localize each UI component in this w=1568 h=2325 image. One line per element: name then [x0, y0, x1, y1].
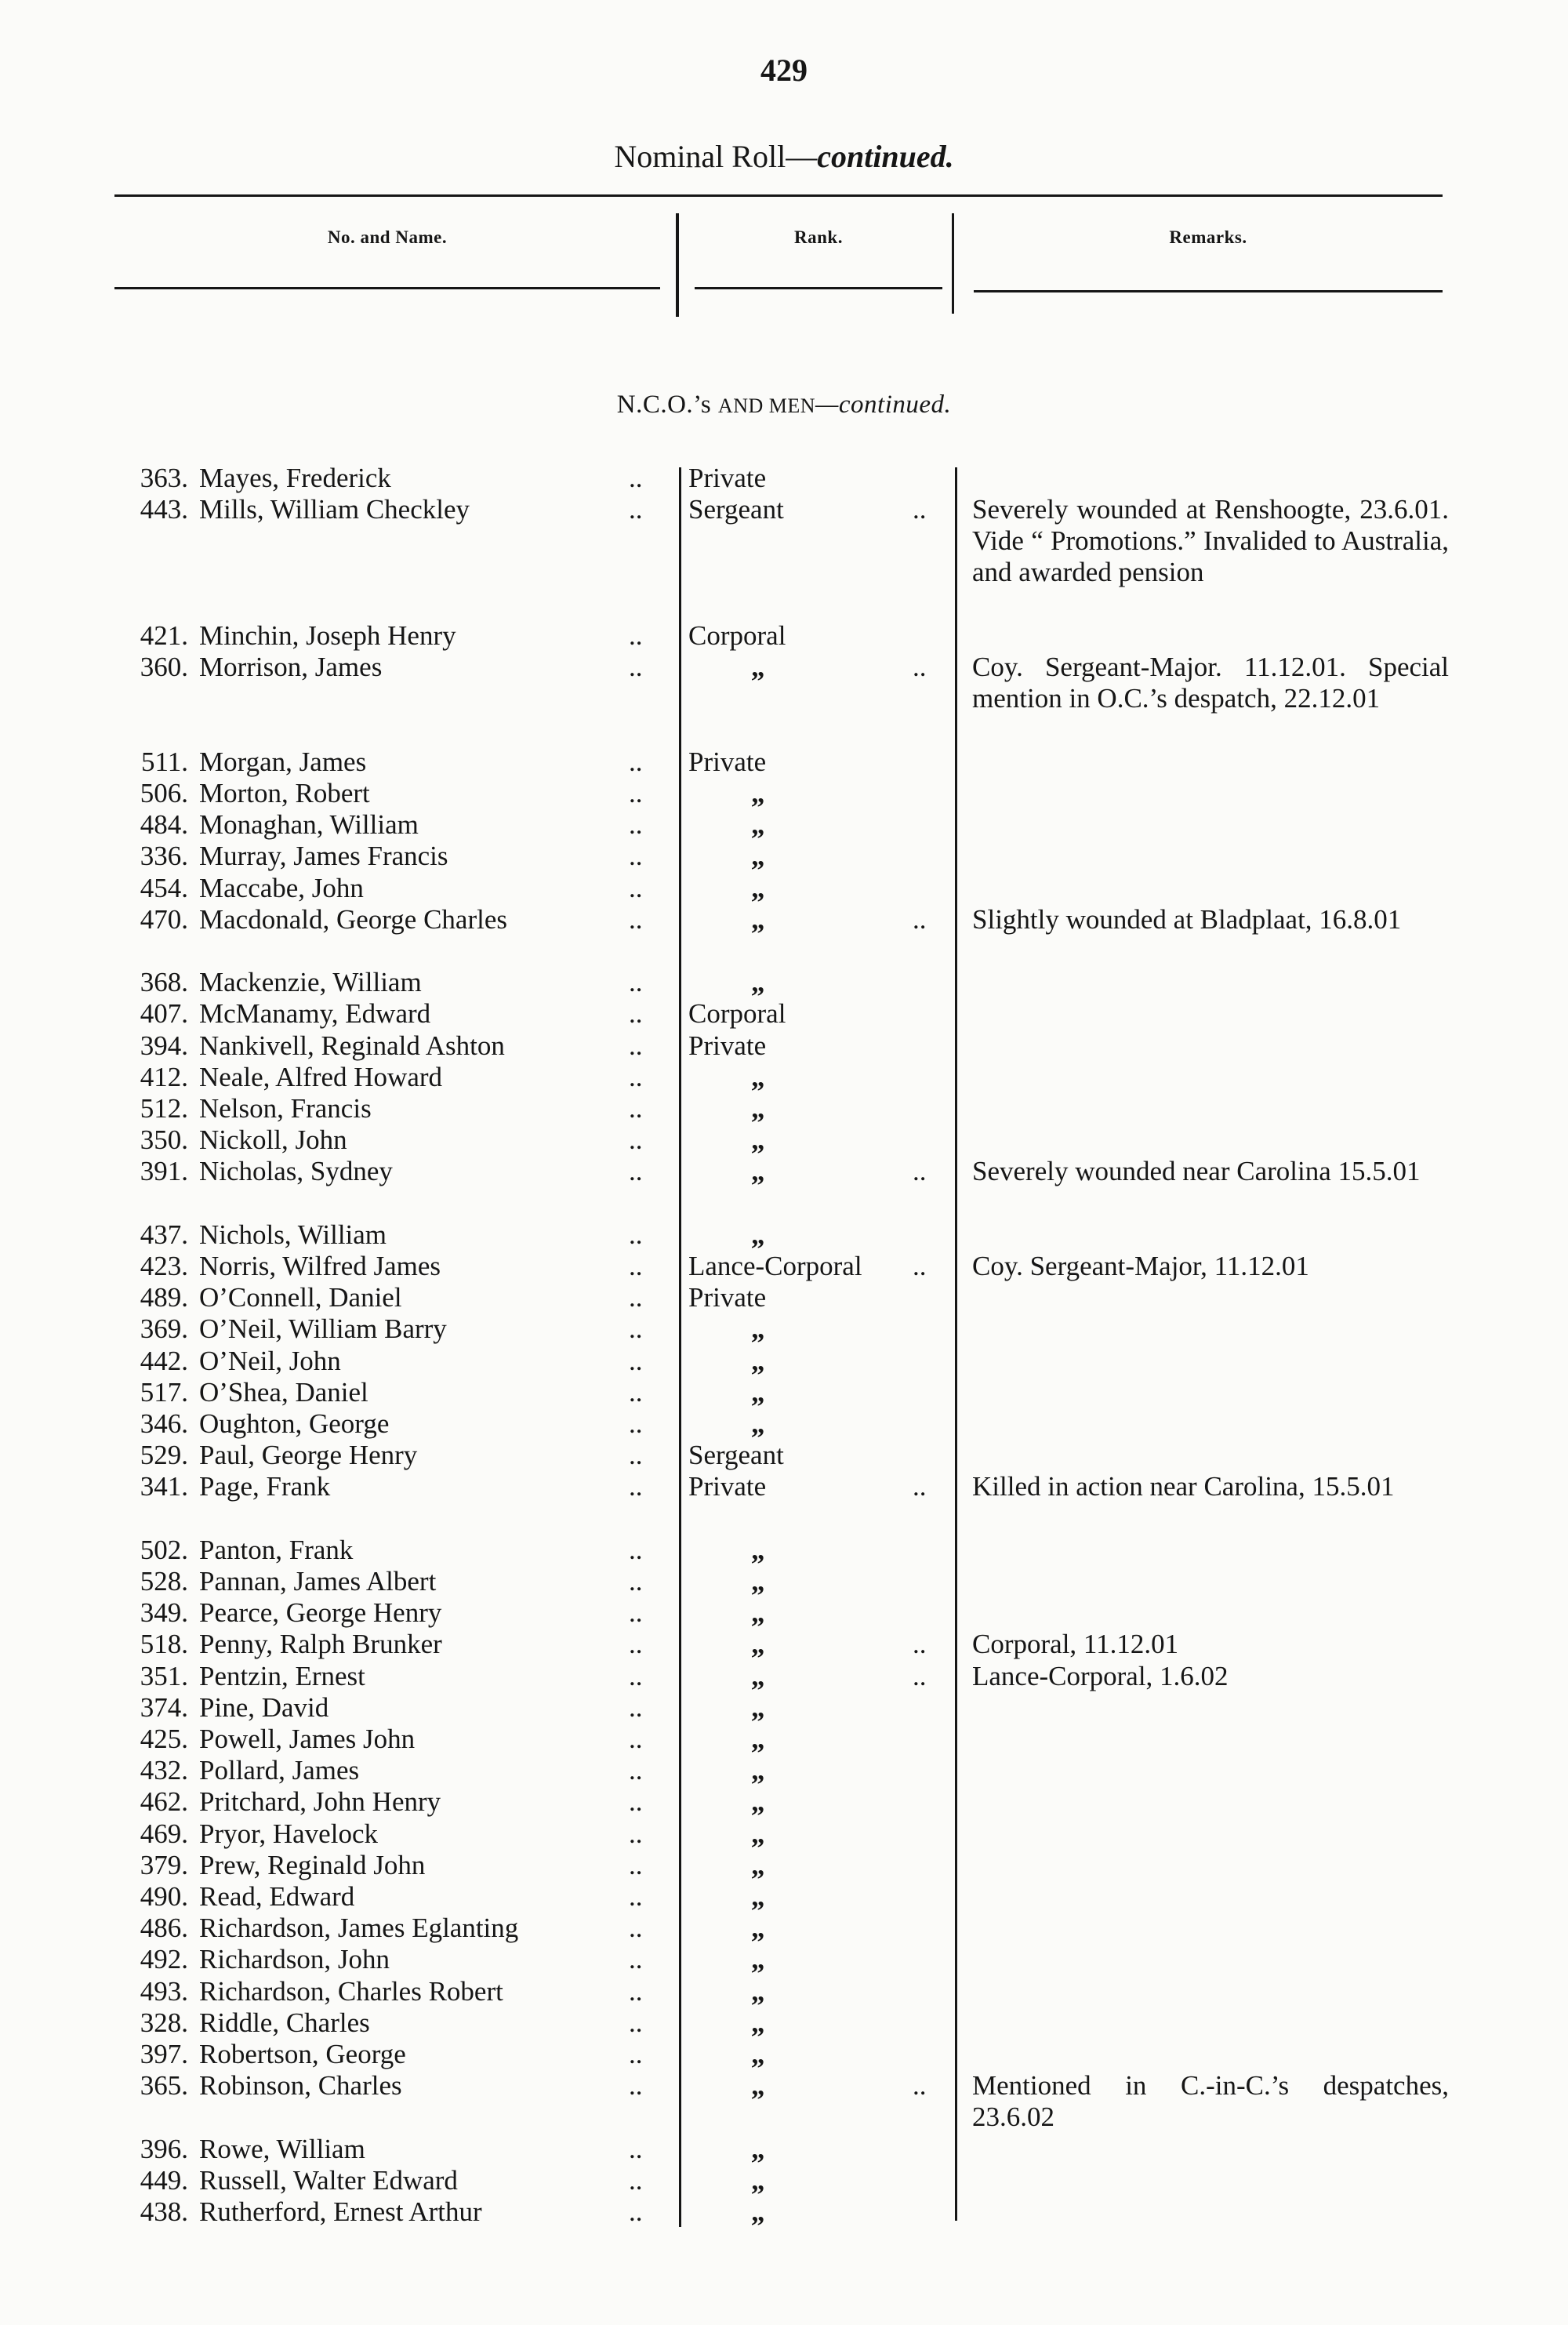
leader-dots: .. [629, 2039, 643, 2069]
leader-dots: .. [629, 2070, 643, 2102]
roll-entry [0, 1124, 1568, 1156]
roll-entry [0, 1724, 1568, 1755]
entry-name: Pritchard, John Henry [199, 1786, 441, 1818]
roll-entry [0, 841, 1568, 872]
header-bottom-rule-rank [695, 287, 942, 289]
leader-dots: .. [629, 1376, 643, 1408]
leader-dots: .. [629, 1566, 643, 1597]
roll-entry [0, 809, 1568, 841]
entry-number: 328. [140, 2007, 188, 2038]
roll-entry [0, 494, 1568, 588]
leader-dots: .. [629, 1755, 643, 1786]
page-title [0, 138, 1568, 175]
entry-rank: Sergeant [688, 494, 784, 525]
leader-dots: .. [629, 494, 643, 525]
entry-number: 443. [140, 494, 188, 525]
leader-dots: .. [629, 998, 643, 1030]
entry-name: O’Neil, William Barry [199, 1313, 447, 1345]
entry-name: Richardson, John [199, 1944, 390, 1975]
entry-rank: „ [751, 1313, 765, 1345]
leader-dots: .. [629, 1944, 643, 1975]
entry-name: Minchin, Joseph Henry [199, 620, 456, 651]
entry-number: 351. [140, 1660, 188, 1691]
entry-number: 349. [140, 1597, 188, 1629]
roll-entry [0, 1030, 1568, 1062]
page-title-main: Nominal Roll— [614, 139, 818, 174]
entry-number: 438. [140, 2196, 188, 2227]
entry-rank: „ [751, 1913, 765, 1944]
entry-name: Maccabe, John [199, 872, 364, 903]
entry-rank: Private [688, 1282, 767, 1313]
entry-number: 423. [140, 1251, 188, 1281]
header-divider-2 [952, 213, 954, 314]
entry-name: Nelson, Francis [199, 1093, 372, 1124]
entry-rank: „ [751, 1629, 765, 1660]
entry-rank: „ [751, 1944, 765, 1975]
entry-number: 511. [141, 746, 188, 777]
entry-name: Penny, Ralph Brunker [199, 1629, 442, 1660]
leader-dots: .. [629, 2164, 643, 2196]
entry-number: 470. [140, 903, 188, 935]
entry-number: 421. [140, 620, 188, 651]
leader-dots: .. [629, 2196, 643, 2227]
entry-rank: Private [688, 746, 767, 777]
entry-name: McManamy, Edward [199, 998, 431, 1030]
entry-rank: „ [751, 1660, 765, 1691]
entry-number: 493. [140, 1975, 188, 2007]
entry-rank: „ [751, 1975, 765, 2007]
entry-rank: „ [751, 1376, 765, 1408]
section-suffix: —continued. [815, 391, 952, 419]
section-and-men: AND MEN [717, 394, 816, 417]
entry-rank: „ [751, 1818, 765, 1849]
entry-rank: „ [751, 2007, 765, 2038]
entry-name: O’Shea, Daniel [199, 1376, 368, 1408]
entry-remarks: Mentioned in C.-in-C.’s despatches, 23.6.02 [972, 2070, 1449, 2133]
roll-entry [0, 1976, 1568, 2007]
leader-dots: .. [629, 1660, 643, 1691]
entry-rank: „ [751, 1093, 765, 1124]
entry-name: Robertson, George [199, 2039, 406, 2069]
roll-entry [0, 967, 1568, 998]
entry-rank: „ [751, 1061, 765, 1092]
roll-entry [0, 1313, 1568, 1345]
entry-rank: Lance-Corporal [688, 1251, 862, 1281]
entry-name: Pearce, George Henry [199, 1597, 442, 1629]
header-top-rule [114, 194, 1443, 197]
entry-number: 346. [140, 1408, 188, 1439]
entry-rank: „ [751, 1156, 765, 1187]
entry-rank: „ [751, 2196, 765, 2227]
leader-dots: .. [629, 1440, 643, 1471]
column-header-rank: Rank. [794, 227, 843, 247]
leader-dots: .. [629, 1124, 643, 1156]
leader-dots: .. [629, 903, 643, 935]
entry-remarks: Severely wounded near Carolina 15.5.01 [972, 1156, 1421, 1187]
entry-number: 484. [140, 809, 188, 841]
roll-entry [0, 2039, 1568, 2070]
roll-entry [0, 1251, 1568, 1282]
leader-dots: .. [629, 967, 643, 998]
entry-name: Riddle, Charles [199, 2007, 370, 2038]
roll-entry [0, 2196, 1568, 2228]
entry-rank: „ [751, 809, 765, 841]
roll-entry [0, 1471, 1568, 1502]
roll-entry [0, 1881, 1568, 1913]
entry-number: 512. [140, 1093, 188, 1124]
header-bottom-rule-name [114, 287, 660, 289]
leader-dots: .. [629, 1093, 643, 1124]
leader-dots: .. [629, 746, 643, 777]
entry-rank: „ [751, 2070, 765, 2102]
leader-dots: .. [629, 809, 643, 841]
entry-number: 368. [140, 967, 188, 998]
entry-number: 492. [140, 1944, 188, 1975]
entry-name: Mayes, Frederick [199, 463, 391, 493]
entry-name: Mills, William Checkley [199, 494, 470, 525]
entry-number: 341. [140, 1471, 188, 1502]
entry-number: 360. [140, 652, 188, 683]
entry-name: Pentzin, Ernest [199, 1660, 365, 1691]
leader-dots: .. [629, 872, 643, 903]
entry-name: Paul, George Henry [199, 1440, 418, 1471]
roll-entry [0, 463, 1568, 494]
leader-dots: .. [629, 1219, 643, 1250]
entry-number: 529. [140, 1440, 188, 1471]
leader-dots: .. [629, 1849, 643, 1880]
entry-rank: „ [751, 1408, 765, 1439]
roll-entry [0, 1408, 1568, 1440]
roll-entry [0, 652, 1568, 714]
leader-dots: .. [629, 1818, 643, 1849]
column-header-name: No. and Name. [327, 227, 448, 247]
leader-dots: .. [913, 903, 927, 935]
roll-entry [0, 620, 1568, 652]
roll-entry [0, 1944, 1568, 1975]
leader-dots: .. [629, 778, 643, 808]
leader-dots: .. [629, 1786, 643, 1818]
leader-dots: .. [913, 1251, 927, 1281]
entry-rank: „ [751, 778, 765, 808]
roll-entry [0, 778, 1568, 809]
entry-number: 462. [140, 1786, 188, 1818]
entry-name: Nichols, William [199, 1219, 387, 1250]
entry-rank: „ [751, 2039, 765, 2069]
entry-remarks: Severely wounded at Renshoogte, 23.6.01. Vide “ Promotions.” Invalided to Australia, and awarded pension [972, 494, 1449, 588]
roll-entry [0, 1219, 1568, 1251]
entry-name: O’Neil, John [199, 1345, 341, 1376]
entry-name: Monaghan, William [199, 809, 419, 841]
entry-rank: „ [751, 2133, 765, 2164]
roll-entry [0, 1377, 1568, 1408]
roll-entry [0, 747, 1568, 778]
entry-rank: „ [751, 1534, 765, 1565]
entry-name: Page, Frank [199, 1471, 331, 1502]
entry-name: Pollard, James [199, 1755, 360, 1786]
leader-dots: .. [913, 1471, 927, 1502]
roll-entry [0, 2007, 1568, 2039]
entry-rank: „ [751, 872, 765, 903]
entry-number: 391. [140, 1156, 188, 1187]
leader-dots: .. [629, 1313, 643, 1345]
entry-remarks: Coy. Sergeant-Major. 11.12.01. Special mention in O.C.’s despatch, 22.12.01 [972, 652, 1449, 714]
leader-dots: .. [913, 2070, 927, 2102]
entry-name: Mackenzie, William [199, 967, 422, 998]
leader-dots: .. [629, 652, 643, 683]
leader-dots: .. [629, 620, 643, 651]
entry-name: Rowe, William [199, 2133, 365, 2164]
leader-dots: .. [629, 2007, 643, 2038]
entry-name: O’Connell, Daniel [199, 1282, 402, 1313]
roll-entry [0, 1346, 1568, 1377]
leader-dots: .. [913, 1156, 927, 1187]
leader-dots: .. [629, 1156, 643, 1187]
entry-name: Morrison, James [199, 652, 383, 683]
entry-rank: „ [751, 1724, 765, 1754]
entry-name: Pryor, Havelock [199, 1818, 378, 1849]
leader-dots: .. [629, 1345, 643, 1376]
leader-dots: .. [629, 1282, 643, 1313]
entry-rank: „ [751, 1691, 765, 1723]
entry-name: Neale, Alfred Howard [199, 1061, 443, 1092]
entry-number: 336. [140, 841, 188, 872]
roll-entry [0, 2134, 1568, 2165]
entry-rank: Corporal [688, 998, 786, 1030]
leader-dots: .. [629, 1881, 643, 1912]
leader-dots: .. [629, 1251, 643, 1281]
leader-dots: .. [629, 1629, 643, 1660]
section-heading [0, 391, 1568, 420]
entry-number: 365. [140, 2070, 188, 2102]
roll-entry [0, 1597, 1568, 1629]
entry-number: 502. [140, 1534, 188, 1565]
roll-entry [0, 1629, 1568, 1660]
entry-rank: „ [751, 1566, 765, 1597]
entry-rank: „ [751, 1219, 765, 1250]
leader-dots: .. [629, 463, 643, 493]
entry-name: Prew, Reginald John [199, 1849, 426, 1880]
entry-name: Robinson, Charles [199, 2070, 402, 2102]
leader-dots: .. [629, 1691, 643, 1723]
leader-dots: .. [629, 1534, 643, 1565]
entry-number: 432. [140, 1755, 188, 1786]
roll-entry [0, 1282, 1568, 1313]
leader-dots: .. [913, 494, 927, 525]
entry-rank: „ [751, 1597, 765, 1629]
entry-number: 437. [140, 1219, 188, 1250]
entry-rank: Corporal [688, 620, 786, 651]
entry-remarks: Corporal, 11.12.01 [972, 1629, 1179, 1660]
entry-name: Pine, David [199, 1691, 329, 1723]
entry-name: Russell, Walter Edward [199, 2164, 458, 2196]
entry-rank: „ [751, 2164, 765, 2196]
entry-number: 517. [140, 1376, 188, 1408]
entry-number: 396. [140, 2133, 188, 2164]
roll-entry [0, 1093, 1568, 1124]
entry-name: Macdonald, George Charles [199, 903, 507, 935]
entry-number: 506. [140, 778, 188, 808]
entry-name: Pannan, James Albert [199, 1566, 437, 1597]
roll-entry [0, 1755, 1568, 1786]
column-header-remarks: Remarks. [1169, 227, 1247, 247]
entry-remarks: Slightly wounded at Bladplaat, 16.8.01 [972, 903, 1402, 935]
entry-name: Powell, James John [199, 1724, 416, 1754]
entry-rank: „ [751, 1345, 765, 1376]
entry-number: 363. [140, 463, 188, 493]
header-bottom-rule-remarks [974, 290, 1443, 292]
entry-number: 469. [140, 1818, 188, 1849]
entry-name: Panton, Frank [199, 1534, 354, 1565]
entry-rank: „ [751, 1849, 765, 1880]
leader-dots: .. [913, 1660, 927, 1691]
entry-number: 379. [140, 1849, 188, 1880]
entry-number: 449. [140, 2164, 188, 2196]
entry-name: Morton, Robert [199, 778, 370, 808]
roll-entry [0, 1818, 1568, 1850]
entry-number: 412. [140, 1061, 188, 1092]
page-title-continued: continued. [817, 139, 954, 174]
entry-number: 425. [140, 1724, 188, 1754]
entry-number: 528. [140, 1566, 188, 1597]
roll-entry [0, 1535, 1568, 1566]
leader-dots: .. [629, 1471, 643, 1502]
roll-entry [0, 2070, 1568, 2133]
roll-entry [0, 1062, 1568, 1093]
header-divider-1 [676, 213, 679, 317]
entry-rank: Private [688, 1471, 767, 1502]
entry-name: Morgan, James [199, 746, 367, 777]
entry-remarks: Lance-Corporal, 1.6.02 [972, 1660, 1229, 1691]
entry-name: Read, Edward [199, 1881, 355, 1912]
entry-number: 486. [140, 1913, 188, 1944]
leader-dots: .. [629, 841, 643, 872]
entry-rank: Sergeant [688, 1440, 784, 1471]
roll-entry [0, 1786, 1568, 1818]
entry-number: 394. [140, 1030, 188, 1061]
entry-name: Norris, Wilfred James [199, 1251, 441, 1281]
roll-entry [0, 904, 1568, 935]
entry-remarks: Coy. Sergeant-Major, 11.12.01 [972, 1251, 1309, 1281]
entry-rank: „ [751, 1786, 765, 1818]
roll-entry [0, 1913, 1568, 1944]
roll-entry [0, 998, 1568, 1030]
entry-rank: „ [751, 841, 765, 872]
entry-name: Nicholas, Sydney [199, 1156, 393, 1187]
entry-number: 518. [140, 1629, 188, 1660]
entry-remarks: Killed in action near Carolina, 15.5.01 [972, 1471, 1395, 1502]
entry-number: 397. [140, 2039, 188, 2069]
leader-dots: .. [629, 1030, 643, 1061]
entry-rank: „ [751, 903, 765, 935]
entry-rank: „ [751, 1755, 765, 1786]
leader-dots: .. [629, 1975, 643, 2007]
entry-number: 374. [140, 1691, 188, 1723]
entry-name: Richardson, Charles Robert [199, 1975, 503, 2007]
roll-entry [0, 1850, 1568, 1881]
entry-number: 350. [140, 1124, 188, 1156]
entry-rank: „ [751, 967, 765, 998]
entry-number: 442. [140, 1345, 188, 1376]
entry-rank: „ [751, 1124, 765, 1156]
entry-number: 490. [140, 1881, 188, 1912]
roll-entry [0, 1440, 1568, 1471]
roll-entry [0, 2165, 1568, 2196]
roll-entry [0, 1692, 1568, 1724]
roll-entry [0, 1566, 1568, 1597]
roll-entry [0, 1156, 1568, 1187]
entry-number: 454. [140, 872, 188, 903]
entry-rank: „ [751, 1881, 765, 1912]
leader-dots: .. [629, 1724, 643, 1754]
entry-number: 489. [140, 1282, 188, 1313]
leader-dots: .. [913, 1629, 927, 1660]
entry-rank: „ [751, 652, 765, 683]
section-prefix: N.C.O.’s [616, 391, 718, 419]
entry-name: Oughton, George [199, 1408, 390, 1439]
entry-number: 369. [140, 1313, 188, 1345]
entry-name: Nickoll, John [199, 1124, 347, 1156]
entry-name: Richardson, James Eglanting [199, 1913, 519, 1944]
entry-rank: Private [688, 1030, 767, 1061]
leader-dots: .. [913, 652, 927, 683]
leader-dots: .. [629, 1913, 643, 1944]
entry-name: Nankivell, Reginald Ashton [199, 1030, 505, 1061]
entry-name: Rutherford, Ernest Arthur [199, 2196, 482, 2227]
entry-name: Murray, James Francis [199, 841, 448, 872]
entry-number: 407. [140, 998, 188, 1030]
entry-rank: Private [688, 463, 767, 493]
leader-dots: .. [629, 1061, 643, 1092]
leader-dots: .. [629, 1597, 643, 1629]
page-number: 429 [760, 53, 808, 88]
roll-entry [0, 1661, 1568, 1692]
leader-dots: .. [629, 1408, 643, 1439]
roll-entry [0, 873, 1568, 904]
leader-dots: .. [629, 2133, 643, 2164]
